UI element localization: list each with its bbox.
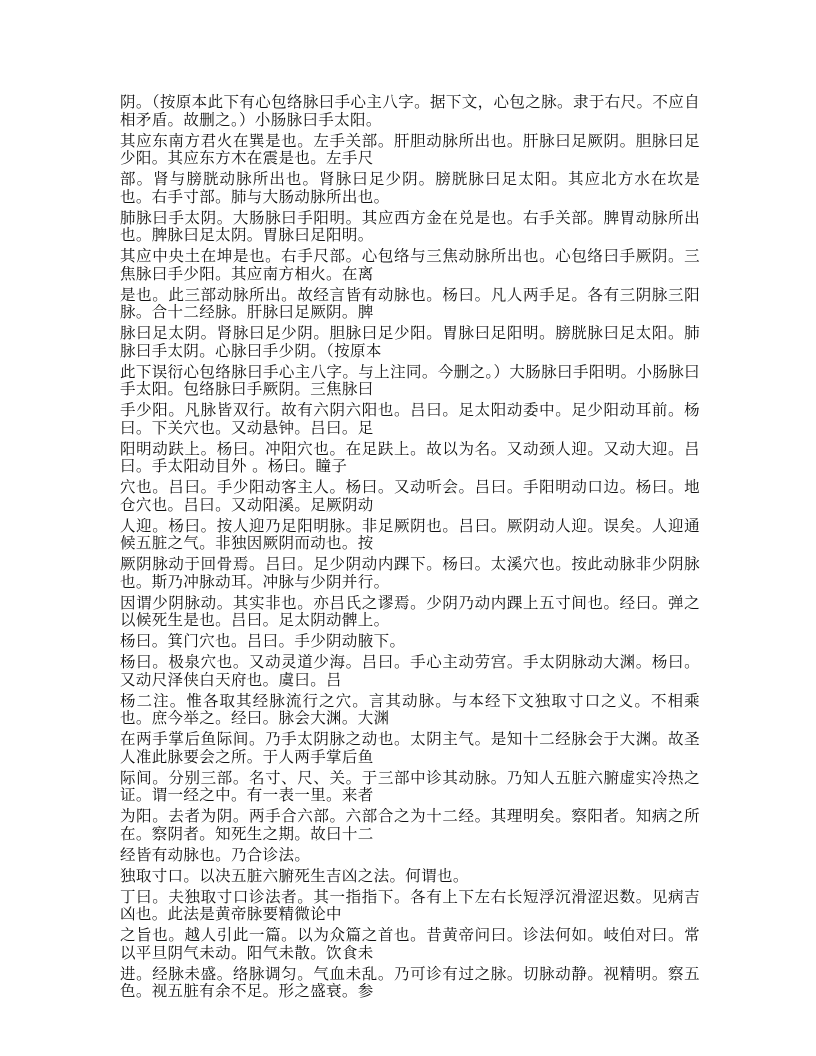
paragraph: 此下误衍心包络脉曰手心主八字。与上注同。今删之。）大肠脉曰手阳明。小肠脉曰手太阳。包络脉曰手厥阴。三焦脉曰 (120, 362, 700, 398)
paragraph: 阳明动趺上。杨曰。冲阳穴也。在足趺上。故以为名。又动颈人迎。又动大迎。吕曰。手太阳动目外 。杨曰。瞳子 (120, 439, 700, 475)
paragraph: 在两手掌后鱼际间。乃手太阴脉之动也。太阴主气。是知十二经脉会于大渊。故圣人准此脉要会之所。于人两手掌后鱼 (120, 730, 700, 766)
paragraph: 丁曰。夫独取寸口诊法者。其一指指下。各有上下左右长短浮沉滑涩迟数。见病吉凶也。此法是黄帝脉要精微论中 (120, 887, 700, 923)
paragraph: 进。经脉未盛。络脉调匀。气血未乱。乃可诊有过之脉。切脉动静。视精明。察五色。视五脏有余不足。形之盛衰。参 (120, 964, 700, 1000)
paragraph: 独取寸口。以决五脏六腑死生吉凶之法。何谓也。 (120, 866, 469, 885)
paragraph: 肺脉曰手太阴。大肠脉曰手阳明。其应西方金在兑是也。右手关部。脾胃动脉所出也。脾脉曰足太阴。胃脉曰足阳明。 (120, 208, 700, 244)
paragraph: 阴。（按原本此下有心包络脉曰手心主八字。据下文，心包之脉。隶于右尺。不应自相矛盾。故删之。）小肠脉曰手太阳。 (120, 93, 700, 129)
paragraph: 部。肾与膀胱动脉所出也。肾脉曰足少阴。膀胱脉曰足太阳。其应北方水在坎是也。右手寸部。肺与大肠动脉所出也。 (120, 170, 700, 206)
paragraph: 是也。此三部动脉所出。故经言皆有动脉也。杨曰。凡人两手足。各有三阴脉三阳脉。合十二经脉。肝脉曰足厥阴。脾 (120, 285, 700, 321)
paragraph: 脉曰足太阴。肾脉曰足少阴。胆脉曰足少阳。胃脉曰足阳明。膀胱脉曰足太阳。肺脉曰手太阴。心脉曰手少阴。（按原本 (120, 324, 700, 360)
paragraph: 手少阳。凡脉皆双行。故有六阴六阳也。吕曰。足太阳动委中。足少阳动耳前。杨曰。下关穴也。又动悬钟。吕曰。足 (120, 401, 700, 437)
paragraph: 穴也。吕曰。手少阳动客主人。杨曰。又动听会。吕曰。手阳明动口边。杨曰。地仓穴也。吕曰。又动阳溪。足厥阴动 (120, 478, 700, 514)
paragraph: 经皆有动脉也。乃合诊法。 (120, 845, 311, 864)
paragraph: 杨曰。极泉穴也。又动灵道少海。吕曰。手心主动劳宫。手太阴脉动大渊。杨曰。又动尺泽侠白天府也。虞曰。吕 (120, 653, 700, 689)
paragraph: 杨曰。箕门穴也。吕曰。手少阴动腋下。 (120, 632, 406, 650)
paragraph: 为阳。去者为阴。两手合六部。六部合之为十二经。其理明矣。察阳者。知病之所在。察阴者。知死生之期。故曰十二 (120, 807, 700, 843)
document-page (120, 94, 700, 1004)
paragraph: 其应东南方君火在巽是也。左手关部。肝胆动脉所出也。肝脉曰足厥阴。胆脉曰足少阳。其应东方木在震是也。左手尺 (120, 131, 700, 167)
paragraph: 杨二注。惟各取其经脉流行之穴。言其动脉。与本经下文独取寸口之义。不相乘也。庶今举之。经曰。脉会大渊。大渊 (120, 691, 700, 727)
paragraph: 际间。分别三部。名寸、尺、关。于三部中诊其动脉。乃知人五脏六腑虚实冷热之证。谓一经之中。有一表一里。来者 (120, 768, 700, 804)
paragraph: 厥阴脉动于回骨焉。吕曰。足少阴动内踝下。杨曰。太溪穴也。按此动脉非少阴脉也。斯乃冲脉动耳。冲脉与少阴并行。 (120, 555, 700, 591)
paragraph: 其应中央土在坤是也。右手尺部。心包络与三焦动脉所出也。心包络曰手厥阴。三焦脉曰手少阳。其应南方相火。在离 (120, 247, 700, 283)
paragraph: 因谓少阴脉动。其实非也。亦吕氏之谬焉。少阴乃动内踝上五寸间也。经曰。弹之以候死生是也。吕曰。足太阴动髀上。 (120, 593, 700, 629)
paragraph: 之旨也。越人引此一篇。以为众篇之首也。昔黄帝问曰。诊法何如。岐伯对曰。常以平旦阴气未动。阳气未散。饮食未 (120, 926, 700, 962)
paragraph: 人迎。杨曰。按人迎乃足阳明脉。非足厥阴也。吕曰。厥阴动人迎。误矣。人迎通候五脏之气。非独因厥阴而动也。按 (120, 516, 700, 552)
